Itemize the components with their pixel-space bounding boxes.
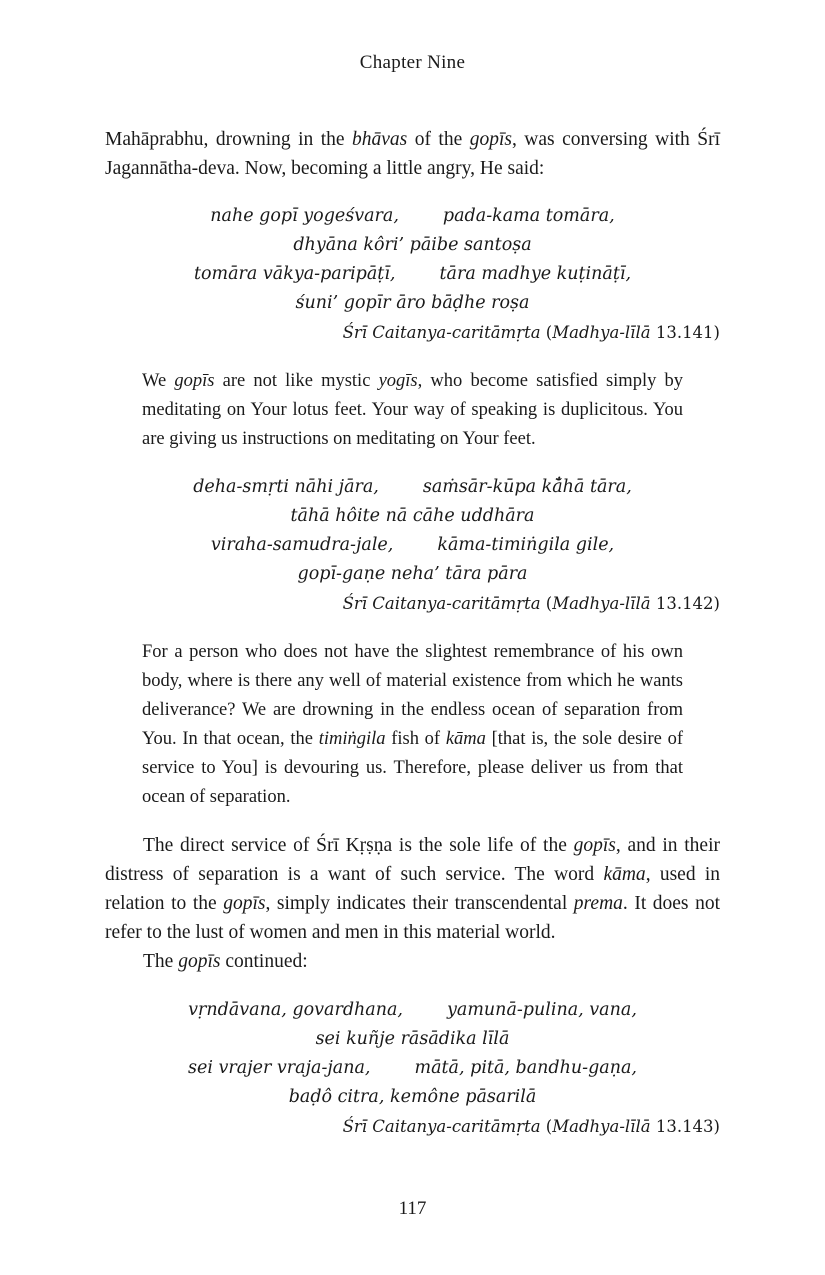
translation-2: For a person who does not have the slightest remembrance of his own body, where is there any well of material existence from which he wants deliverance? We are drowning in the endless ocean of separation from You. In that ocean, the timiṅgila fish of kāma [that is, the sole desire of service to You] is devouring us. Therefore, please deliver us from that ocean of separation. xyxy=(142,642,683,807)
verse-line: nahe gopī yogeśvara, pada-kama tomāra, xyxy=(210,206,615,226)
verse-line: gopī-gaṇe neha’ tāra pāra xyxy=(297,564,528,584)
verse-line: sei kuñje rāsādika līlā xyxy=(315,1029,510,1049)
continued-line: The gopīs continued: xyxy=(143,951,308,972)
verse-line: deha-smṛti nāhi jāra, saṁsār-kūpa kā̐hā tāra, xyxy=(193,477,632,497)
verse-source: Śrī Caitanya-caritāmṛta (Madhya-līlā 13.142) xyxy=(342,594,720,613)
verse-block-1 xyxy=(105,202,720,347)
translation-1: We gopīs are not like mystic yogīs, who become satisfied simply by meditating on Your lotus feet. Your way of speaking is duplicitous. You are giving us instructions on meditating on Your feet. xyxy=(142,371,683,449)
verse-line: tomāra vākya-paripāṭī, tāra madhye kuṭināṭī, xyxy=(193,264,632,284)
page-number: 117 xyxy=(398,1198,427,1219)
verse-line: baḍô citra, kemône pāsarilā xyxy=(288,1087,537,1107)
verse-source: Śrī Caitanya-caritāmṛta (Madhya-līlā 13.141) xyxy=(342,323,720,342)
verse-block-3 xyxy=(105,996,720,1141)
verse-line: vṛndāvana, govardhana, yamunā-pulina, vana, xyxy=(188,1000,637,1020)
verse-block-2 xyxy=(105,473,720,618)
verse-line: śuni’ gopīr āro bāḍhe roṣa xyxy=(295,293,530,313)
verse-source: Śrī Caitanya-caritāmṛta (Madhya-līlā 13.143) xyxy=(342,1117,720,1136)
intro-paragraph: Mahāprabhu, drowning in the bhāvas of the gopīs, was conversing with Śrī Jagannātha-deva. Now, becoming a little angry, He said: xyxy=(105,129,720,179)
verse-line: tāhā hôite nā cāhe uddhāra xyxy=(290,506,535,526)
chapter-header: Chapter Nine xyxy=(359,52,466,73)
verse-line: viraha-samudra-jale, kāma-timiṅgila gile, xyxy=(210,535,615,555)
verse-line: dhyāna kôri’ pāibe santoṣa xyxy=(293,235,532,255)
verse-line: sei vrajer vraja-jana, mātā, pitā, bandhu-gaṇa, xyxy=(188,1058,637,1078)
commentary-paragraph: The direct service of Śrī Kṛṣṇa is the sole life of the gopīs, and in their distress of separation is a want of such service. The word kāma, used in relation to the gopīs, simply indicates their transcendental prema. It does not refer to the lust of women and men in this material world. The gopīs continued: xyxy=(105,831,720,976)
